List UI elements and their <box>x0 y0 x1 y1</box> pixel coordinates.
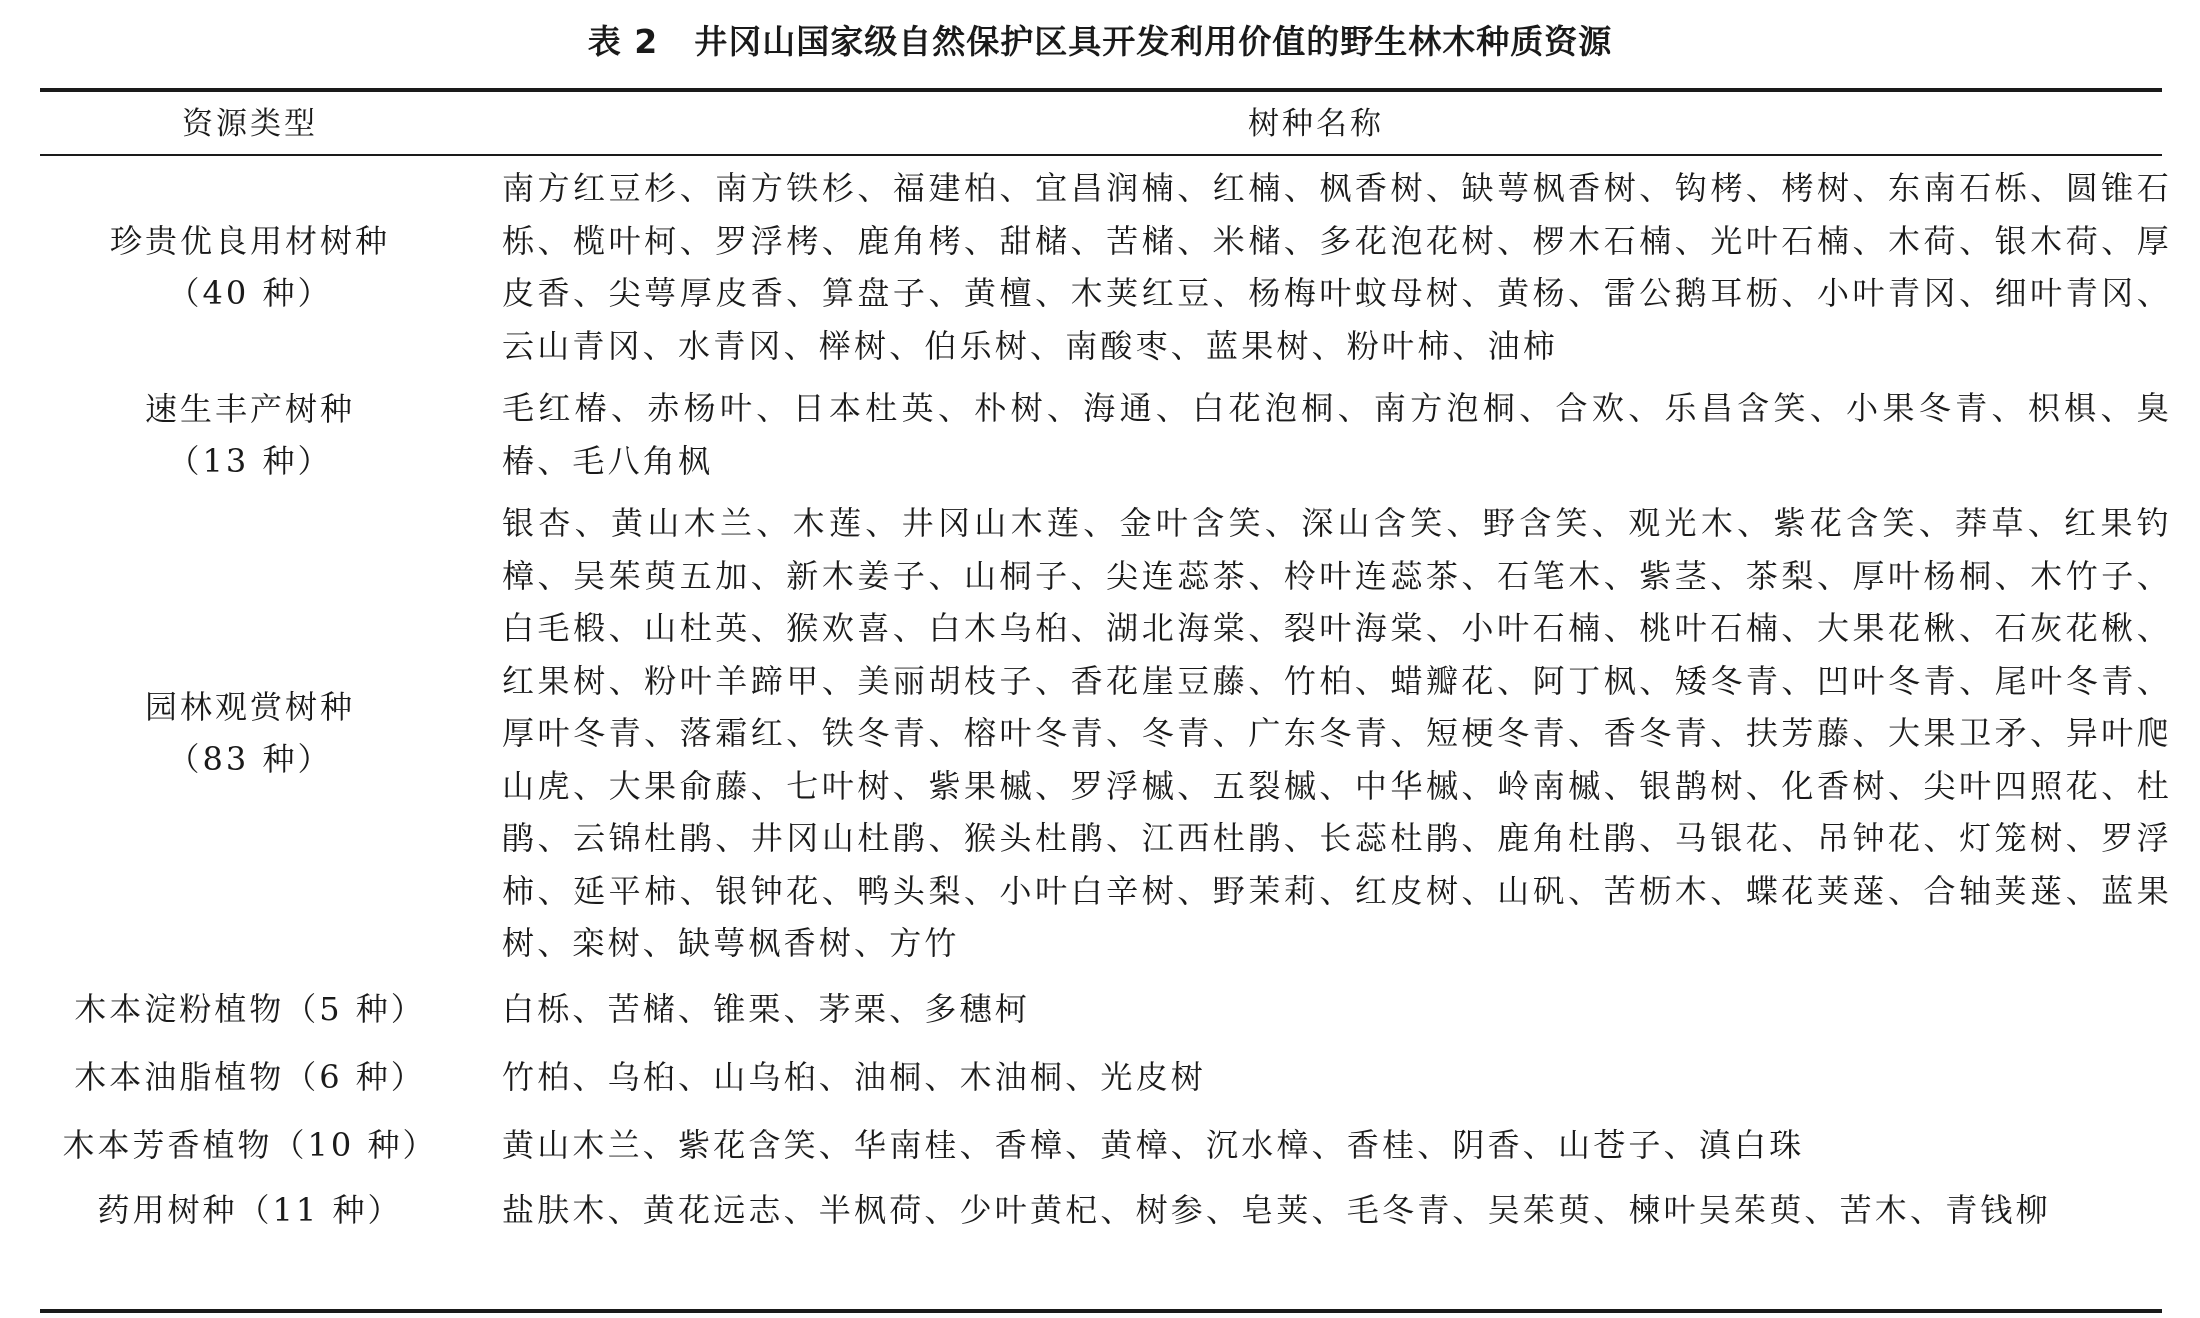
row-type-cell <box>40 382 460 487</box>
row-type-label: 药用树种（11 种） <box>97 1190 403 1229</box>
row-type-cell <box>40 497 460 970</box>
table-row-aromatic <box>40 1116 2162 1174</box>
table-row-oil <box>40 1048 2162 1106</box>
row-type-label: 珍贵优良用材树种 <box>109 222 390 260</box>
table-row-ornamental <box>40 497 2172 970</box>
row-type-label: 速生丰产树种 <box>144 389 355 428</box>
row-type-cell <box>40 162 460 372</box>
row-type-label: 园林观赏树种 <box>144 688 355 727</box>
table-row-precious-timber <box>40 162 2172 372</box>
table-row-fast-growing <box>40 382 2172 487</box>
row-type-label: 木本芳香植物（10 种） <box>62 1125 438 1164</box>
header-rule <box>40 154 2162 156</box>
row-type-count: （40 种） <box>167 274 333 312</box>
row-species-list: 南方红豆杉、南方铁杉、福建柏、宜昌润楠、红楠、枫香树、缺萼枫香树、钩栲、栲树、东南石栎、圆锥石栎、榄叶柯、罗浮栲、鹿角栲、甜槠、苦槠、米槠、多花泡花树、椤木石楠、光叶石楠、木荷、银木荷、厚皮香、尖萼厚皮香、算盘子、黄檀、木荚红豆、杨梅叶蚊母树、黄杨、雷公鹅耳枥、小叶青冈、细叶青冈、云山青冈、水青冈、榉树、伯乐树、南酸枣、蓝果树、粉叶柿、油柿 <box>502 169 2172 365</box>
row-type-count: （83 种） <box>167 740 333 779</box>
header-species-name: 树种名称 <box>1248 106 1384 142</box>
bottom-rule <box>40 1309 2162 1313</box>
header-resource-type: 资源类型 <box>182 106 318 142</box>
table-title <box>0 18 2200 66</box>
row-species-list: 黄山木兰、紫花含笑、华南桂、香樟、黄樟、沉水樟、香桂、阴香、山苍子、滇白珠 <box>502 1125 1805 1164</box>
table-number: 表 2 <box>587 22 659 61</box>
row-species-list: 盐肤木、黄花远志、半枫荷、少叶黄杞、树参、皂荚、毛冬青、吴茱萸、楝叶吴茱萸、苦木、青钱柳 <box>502 1190 2051 1229</box>
row-species-list: 毛红椿、赤杨叶、日本杜英、朴树、海通、白花泡桐、南方泡桐、合欢、乐昌含笑、小果冬青、枳椇、臭椿、毛八角枫 <box>502 389 2172 480</box>
table-caption: 井冈山国家级自然保护区具开发利用价值的野生林木种质资源 <box>694 22 1613 61</box>
table-row-medicinal <box>40 1184 2162 1237</box>
row-type-cell <box>40 1116 460 1174</box>
row-type-count: （13 种） <box>167 441 333 480</box>
row-species-list: 白栎、苦槠、锥栗、茅栗、多穗柯 <box>502 989 1031 1028</box>
row-type-label: 木本油脂植物（6 种） <box>74 1057 426 1096</box>
row-species-list: 银杏、黄山木兰、木莲、井冈山木莲、金叶含笑、深山含笑、野含笑、观光木、紫花含笑、莽草、红果钓樟、吴茱萸五加、新木姜子、山桐子、尖连蕊茶、柃叶连蕊茶、石笔木、紫茎、茶梨、厚叶杨桐、木竹子、白毛椴、山杜英、猴欢喜、白木乌桕、湖北海棠、裂叶海棠、小叶石楠、桃叶石楠、大果花楸、石灰花楸、红果树、粉叶羊蹄甲、美丽胡枝子、香花崖豆藤、竹柏、蜡瓣花、阿丁枫、矮冬青、凹叶冬青、尾叶冬青、厚叶冬青、落霜红、铁冬青、榕叶冬青、冬青、广东冬青、短梗冬青、香冬青、扶芳藤、大果卫矛、异叶爬山虎、大果俞藤、七叶树、紫果槭、罗浮槭、五裂槭、中华槭、岭南槭、银鹊树、化香树、尖叶四照花、杜鹃、云锦杜鹃、井冈山杜鹃、猴头杜鹃、江西杜鹃、长蕊杜鹃、鹿角杜鹃、马银花、吊钟花、灯笼树、罗浮柿、延平柿、银钟花、鸭头梨、小叶白辛树、野茉莉、红皮树、山矾、苦枥木、蝶花荚蒾、合轴荚蒾、蓝果树、栾树、缺萼枫香树、方竹 <box>502 504 2172 962</box>
row-type-cell <box>40 1184 460 1237</box>
top-rule <box>40 88 2162 92</box>
row-type-cell <box>40 1048 460 1106</box>
table-row-starch <box>40 980 2162 1038</box>
row-species-list: 竹柏、乌桕、山乌桕、油桐、木油桐、光皮树 <box>502 1057 1207 1096</box>
row-type-label: 木本淀粉植物（5 种） <box>74 989 426 1028</box>
row-type-cell <box>40 980 460 1038</box>
table-body <box>40 162 2172 1236</box>
